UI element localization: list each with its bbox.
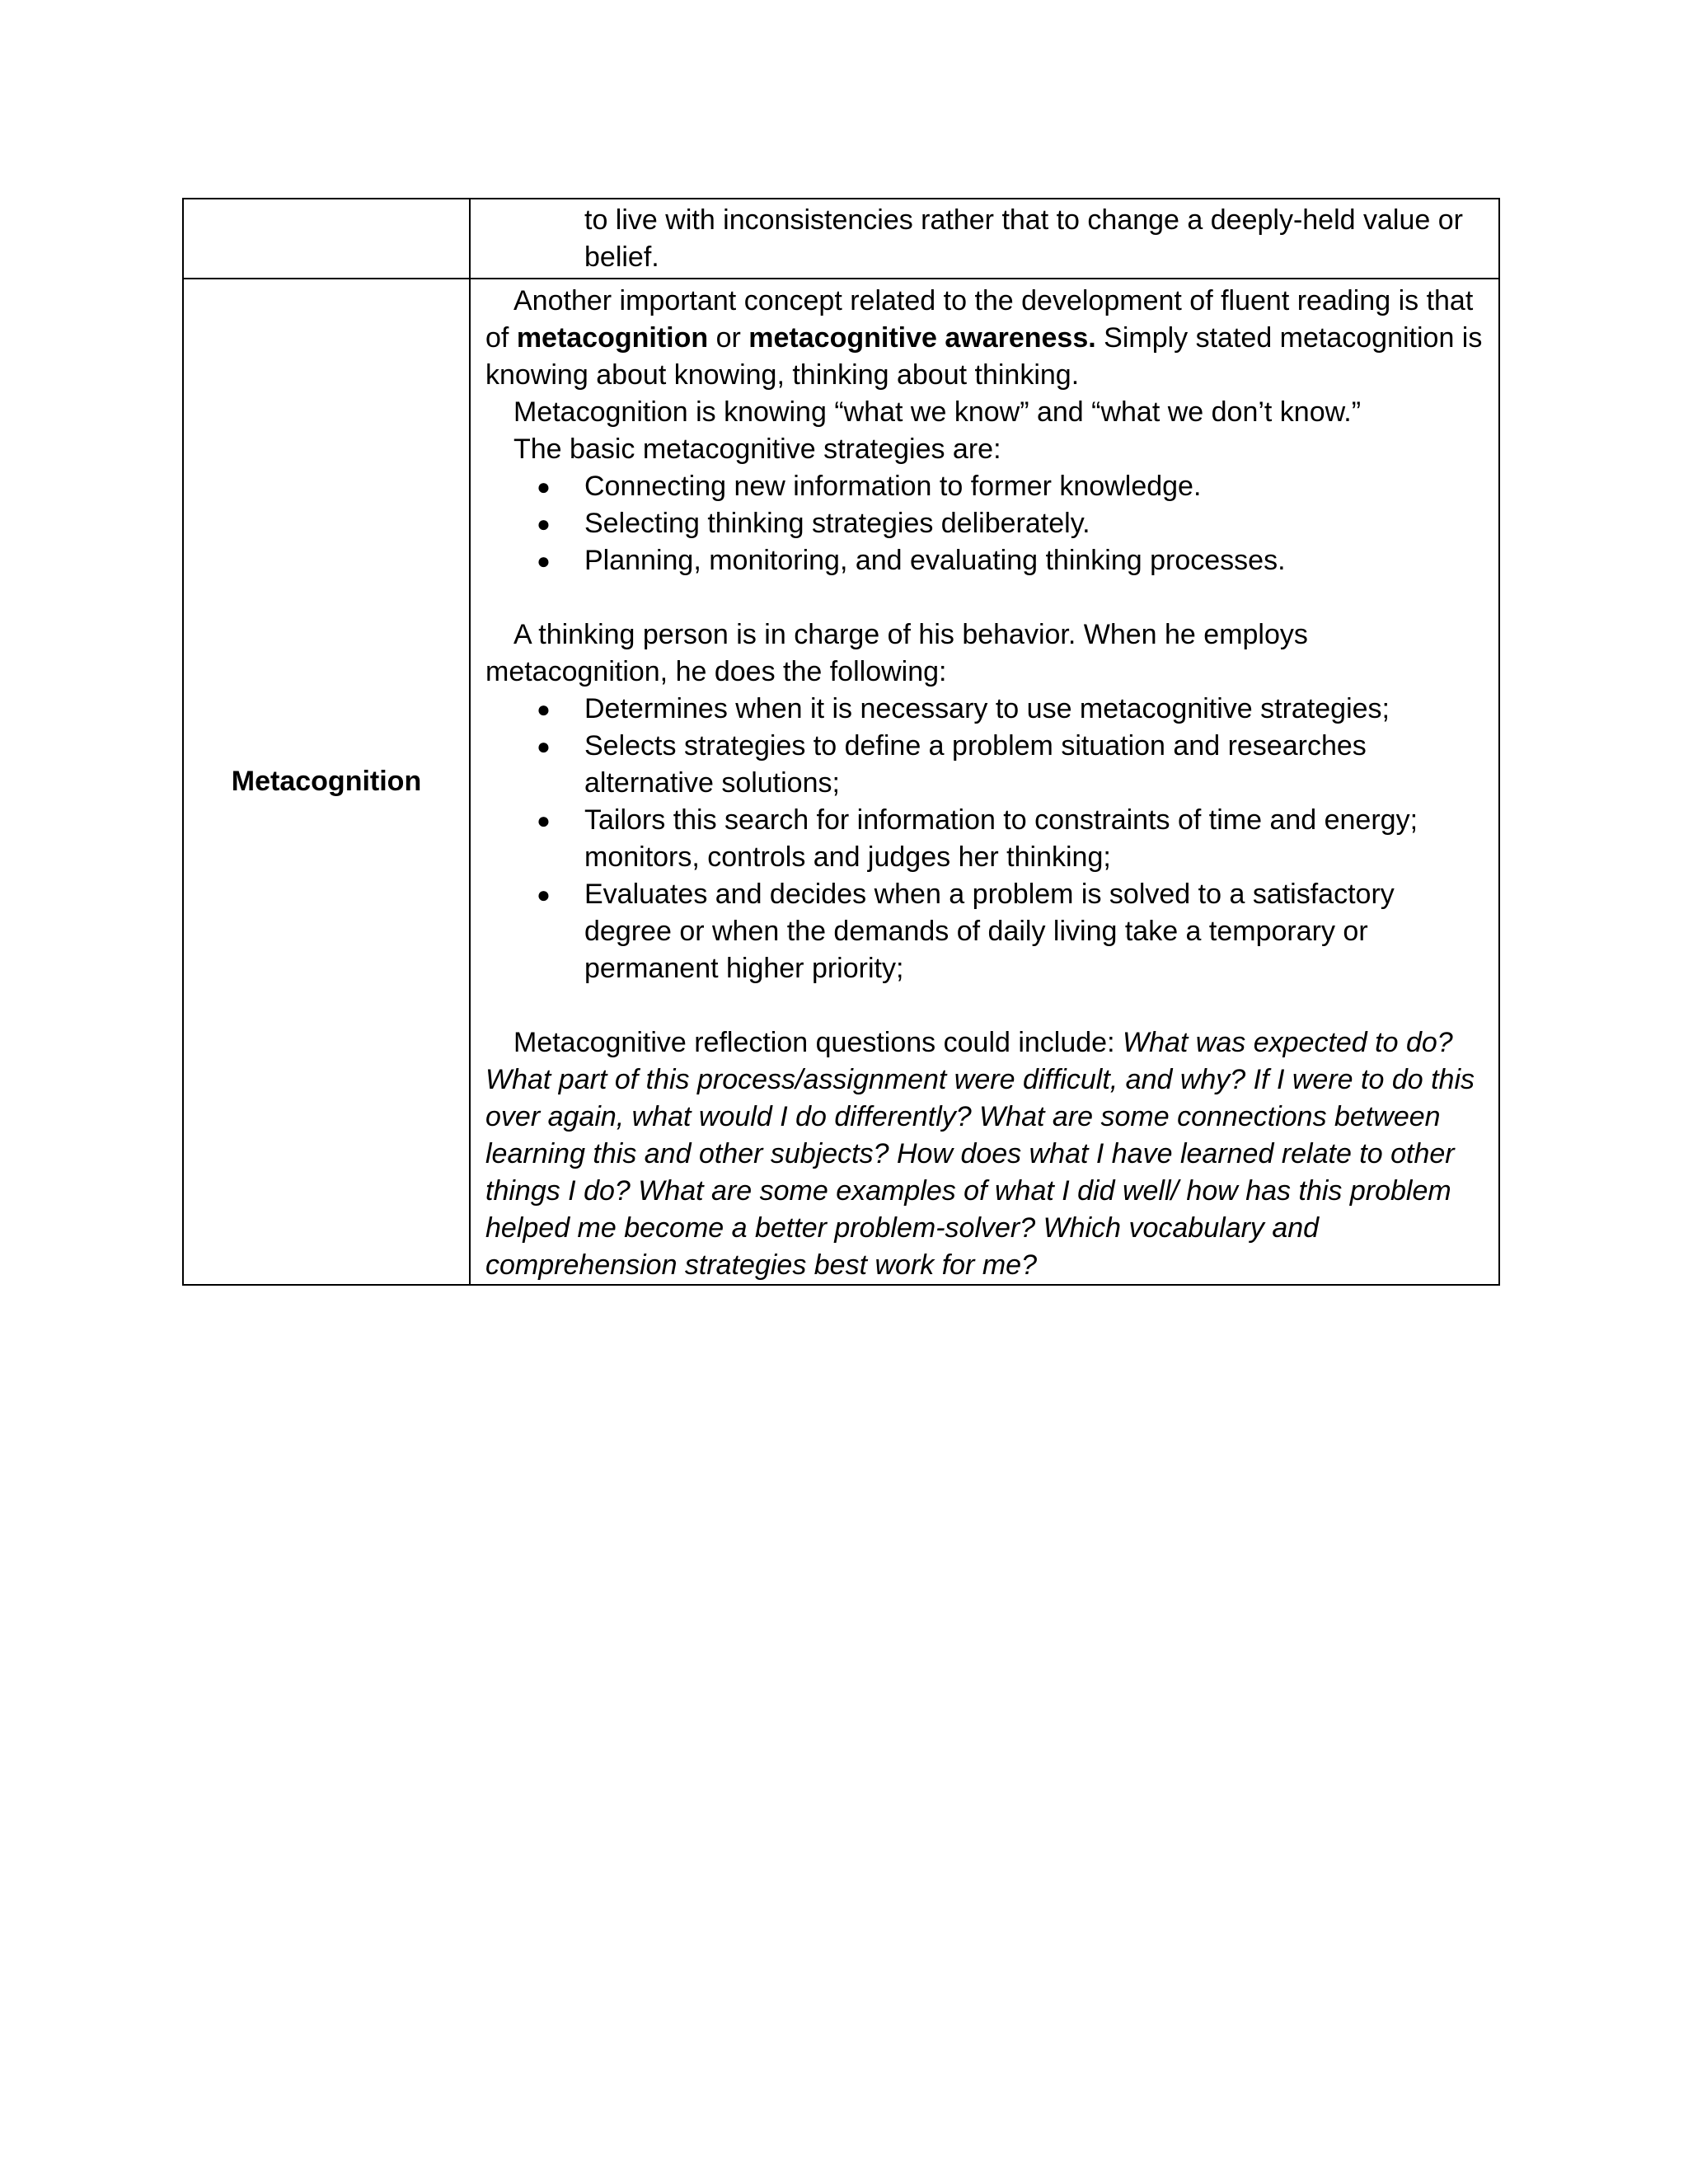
continuation-cell [470,199,1499,279]
list-item [485,468,1484,505]
intro-text-3: Simply stated metacognition is knowing about knowing, thinking about thinking. [485,322,1483,391]
list-item [485,542,1484,579]
list-item [485,728,1484,802]
intro-paragraph [485,283,1484,394]
bullet-icon: ● [537,696,551,722]
strategies-list [485,468,1484,579]
description-cell [470,279,1499,1285]
list-item [485,505,1484,542]
list-item [485,876,1484,987]
intro-text-1: Another important concept related to the development of fluent reading is that of [485,285,1474,354]
list-item [485,691,1484,728]
action-text: Selects strategies to define a problem situation and researches alternative solutions; [584,730,1367,799]
term-cell-empty [183,199,470,279]
term-cell-metacognition [183,279,470,1285]
strategies-intro: The basic metacognitive strategies are: [513,434,1001,465]
intro-bold-awareness: metacognitive awareness. [748,322,1096,354]
knowing-line: Metacognition is knowing “what we know” and “what we don’t know.” [513,396,1362,428]
action-text: Evaluates and decides when a problem is solved to a satisfactory degree or when the demands of daily living take a temporary or permanent higher priority; [584,879,1395,984]
concept-table [182,198,1500,1286]
intro-bold-metacognition: metacognition [516,322,709,354]
bullet-icon: ● [537,548,551,574]
reflection-questions: What was expected to do? What part of this process/assignment were difficult, and why? If I were to do this over again, what would I do differently? What are some connections between learning this and other subjects? How does what I have learned relate to other things I do? What are some examples of what I did well/ how has this problem helped me become a better problem-solver? Which vocabulary and comprehension strategies best work for me? [485,1027,1475,1281]
reflection-intro: Metacognitive reflection questions could include: [513,1027,1123,1058]
bullet-icon: ● [537,808,551,833]
strategy-text: Planning, monitoring, and evaluating thinking processes. [584,545,1286,576]
table-row-metacognition [183,279,1499,1285]
action-text: Determines when it is necessary to use metacognitive strategies; [584,693,1390,724]
action-text: Tailors this search for information to constraints of time and energy; monitors, controls and judges her thinking; [584,804,1418,873]
reflection-paragraph [485,1024,1484,1284]
strategy-text: Connecting new information to former knowledge. [584,471,1202,502]
bullet-icon: ● [537,882,551,907]
continuation-text: to live with inconsistencies rather that to change a deeply-held value or belief. [584,204,1463,273]
strategy-text: Selecting thinking strategies deliberately. [584,508,1090,539]
spacer [485,579,1484,616]
table-row-continuation [183,199,1499,279]
thinking-person-intro: A thinking person is in charge of his behavior. When he employs metacognition, he does the following: [485,619,1308,687]
bullet-icon: ● [537,511,551,537]
intro-text-2: or [708,322,749,354]
term-label: Metacognition [231,766,422,797]
spacer [485,987,1484,1024]
bullet-icon: ● [537,733,551,759]
bullet-icon: ● [537,474,551,499]
actions-list [485,691,1484,987]
list-item [485,802,1484,876]
